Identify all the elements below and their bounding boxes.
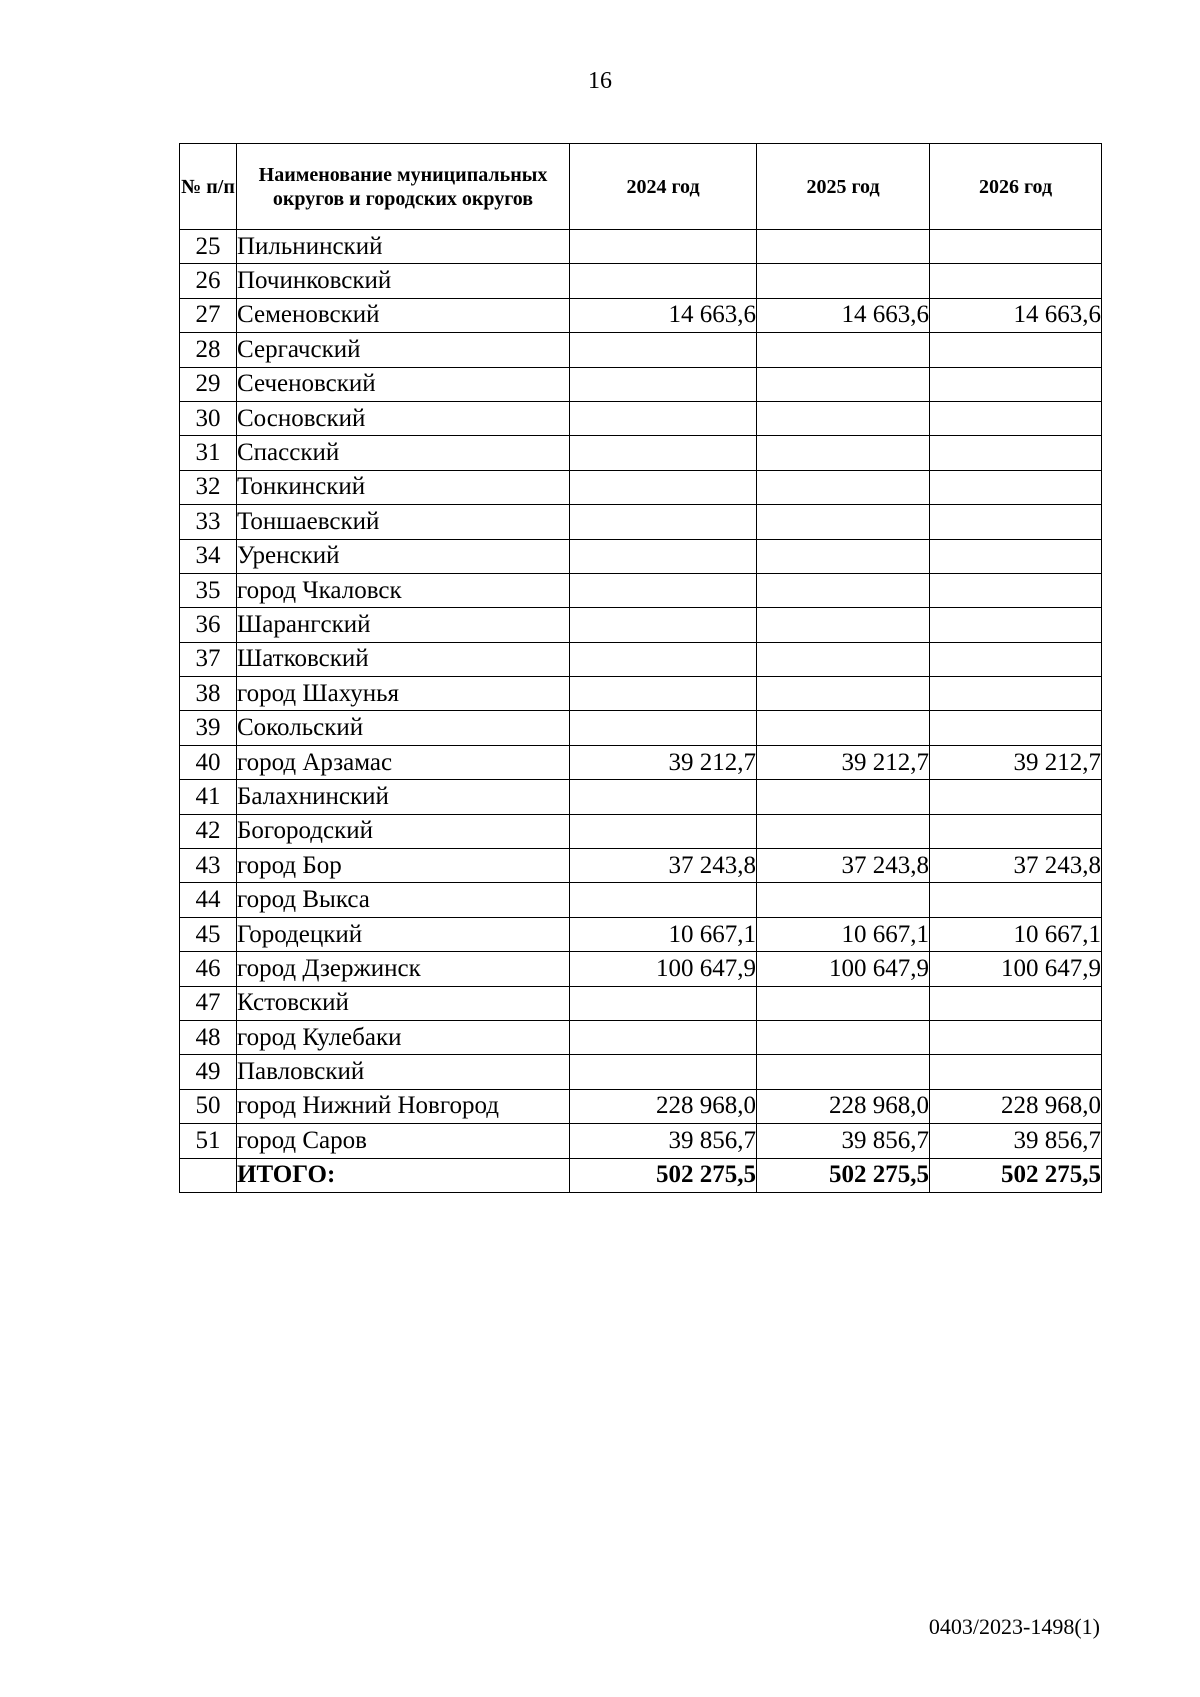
value-2024: 100 647,9 — [570, 952, 757, 986]
table-row — [180, 333, 1102, 367]
table-row — [180, 436, 1102, 470]
header-2026: 2026 год — [930, 144, 1102, 230]
value-2024 — [570, 677, 757, 711]
total-row — [180, 1158, 1102, 1192]
value-2026 — [930, 333, 1102, 367]
table-header-row — [180, 144, 1102, 230]
district-name: Сокольский — [237, 711, 570, 745]
value-2025 — [757, 264, 930, 298]
value-2025: 10 667,1 — [757, 917, 930, 951]
row-number: 32 — [180, 470, 237, 504]
table-row — [180, 1089, 1102, 1123]
row-number: 27 — [180, 298, 237, 332]
value-2025 — [757, 401, 930, 435]
table-row — [180, 470, 1102, 504]
district-name: Пильнинский — [237, 230, 570, 264]
value-2025 — [757, 367, 930, 401]
value-2025 — [757, 333, 930, 367]
value-2026: 228 968,0 — [930, 1089, 1102, 1123]
value-2024 — [570, 333, 757, 367]
row-number: 44 — [180, 883, 237, 917]
row-number: 41 — [180, 780, 237, 814]
value-2026: 37 243,8 — [930, 849, 1102, 883]
total-2025: 502 275,5 — [757, 1158, 930, 1192]
table-row — [180, 677, 1102, 711]
value-2024: 39 856,7 — [570, 1124, 757, 1158]
value-2024: 228 968,0 — [570, 1089, 757, 1123]
total-2026: 502 275,5 — [930, 1158, 1102, 1192]
value-2026 — [930, 1020, 1102, 1054]
district-name: Павловский — [237, 1055, 570, 1089]
value-2026 — [930, 608, 1102, 642]
value-2025 — [757, 677, 930, 711]
value-2024: 39 212,7 — [570, 745, 757, 779]
value-2025 — [757, 608, 930, 642]
value-2025 — [757, 1055, 930, 1089]
value-2025 — [757, 505, 930, 539]
value-2025 — [757, 1020, 930, 1054]
district-name: Сеченовский — [237, 367, 570, 401]
district-name: город Кулебаки — [237, 1020, 570, 1054]
value-2026 — [930, 470, 1102, 504]
total-label: ИТОГО: — [237, 1158, 570, 1192]
value-2025: 100 647,9 — [757, 952, 930, 986]
table-row — [180, 986, 1102, 1020]
table-row — [180, 917, 1102, 951]
value-2026: 100 647,9 — [930, 952, 1102, 986]
row-number: 48 — [180, 1020, 237, 1054]
table-row — [180, 367, 1102, 401]
value-2026: 39 212,7 — [930, 745, 1102, 779]
value-2024 — [570, 436, 757, 470]
table-row — [180, 711, 1102, 745]
row-number: 36 — [180, 608, 237, 642]
row-number: 50 — [180, 1089, 237, 1123]
document-code: 0403/2023-1498(1) — [928, 1614, 1100, 1639]
district-name: Починковский — [237, 264, 570, 298]
district-name: Спасский — [237, 436, 570, 470]
table-row — [180, 505, 1102, 539]
row-number: 33 — [180, 505, 237, 539]
value-2024 — [570, 780, 757, 814]
district-name: Уренский — [237, 539, 570, 573]
value-2026 — [930, 367, 1102, 401]
value-2026 — [930, 677, 1102, 711]
page-number: 16 — [588, 68, 612, 94]
table-row — [180, 401, 1102, 435]
value-2024 — [570, 986, 757, 1020]
table-row — [180, 745, 1102, 779]
table-row — [180, 298, 1102, 332]
value-2026 — [930, 539, 1102, 573]
value-2025 — [757, 986, 930, 1020]
value-2024 — [570, 401, 757, 435]
district-name: город Бор — [237, 849, 570, 883]
district-name: Тонкинский — [237, 470, 570, 504]
value-2024 — [570, 1020, 757, 1054]
value-2024: 10 667,1 — [570, 917, 757, 951]
table-row — [180, 539, 1102, 573]
table-row — [180, 642, 1102, 676]
table-row — [180, 1055, 1102, 1089]
row-number: 43 — [180, 849, 237, 883]
table-row — [180, 952, 1102, 986]
value-2026: 14 663,6 — [930, 298, 1102, 332]
value-2024 — [570, 1055, 757, 1089]
district-name: Шатковский — [237, 642, 570, 676]
value-2024 — [570, 608, 757, 642]
value-2024 — [570, 470, 757, 504]
value-2025 — [757, 436, 930, 470]
row-number: 34 — [180, 539, 237, 573]
value-2026 — [930, 230, 1102, 264]
value-2026 — [930, 264, 1102, 298]
value-2026 — [930, 436, 1102, 470]
value-2026 — [930, 780, 1102, 814]
value-2025 — [757, 642, 930, 676]
row-number: 35 — [180, 573, 237, 607]
value-2024 — [570, 264, 757, 298]
table-row — [180, 883, 1102, 917]
table-row — [180, 1124, 1102, 1158]
district-name: Богородский — [237, 814, 570, 848]
value-2026: 39 856,7 — [930, 1124, 1102, 1158]
district-name: город Чкаловск — [237, 573, 570, 607]
value-2026 — [930, 505, 1102, 539]
value-2026 — [930, 814, 1102, 848]
value-2024 — [570, 230, 757, 264]
value-2025 — [757, 814, 930, 848]
table-body — [180, 230, 1102, 1193]
row-number: 38 — [180, 677, 237, 711]
row-number: 31 — [180, 436, 237, 470]
district-name: город Саров — [237, 1124, 570, 1158]
value-2026 — [930, 711, 1102, 745]
value-2025: 228 968,0 — [757, 1089, 930, 1123]
value-2026 — [930, 573, 1102, 607]
row-number: 51 — [180, 1124, 237, 1158]
district-name: Семеновский — [237, 298, 570, 332]
value-2026 — [930, 986, 1102, 1020]
total-number-cell — [180, 1158, 237, 1192]
value-2024 — [570, 539, 757, 573]
value-2024 — [570, 814, 757, 848]
district-name: город Арзамас — [237, 745, 570, 779]
table-row — [180, 264, 1102, 298]
value-2025 — [757, 711, 930, 745]
district-name: Городецкий — [237, 917, 570, 951]
row-number: 47 — [180, 986, 237, 1020]
district-name: Кстовский — [237, 986, 570, 1020]
district-name: город Шахунья — [237, 677, 570, 711]
value-2024: 37 243,8 — [570, 849, 757, 883]
district-name: Балахнинский — [237, 780, 570, 814]
value-2026 — [930, 642, 1102, 676]
value-2024 — [570, 883, 757, 917]
table-row — [180, 849, 1102, 883]
value-2026 — [930, 1055, 1102, 1089]
header-name: Наименование муниципальных округов и городских округов — [237, 144, 570, 230]
value-2024 — [570, 711, 757, 745]
row-number: 42 — [180, 814, 237, 848]
header-2024: 2024 год — [570, 144, 757, 230]
value-2025: 39 212,7 — [757, 745, 930, 779]
value-2026 — [930, 883, 1102, 917]
district-name: город Нижний Новгород — [237, 1089, 570, 1123]
row-number: 49 — [180, 1055, 237, 1089]
value-2024 — [570, 642, 757, 676]
row-number: 28 — [180, 333, 237, 367]
table-row — [180, 780, 1102, 814]
district-name: город Дзержинск — [237, 952, 570, 986]
value-2026 — [930, 401, 1102, 435]
district-name: Сосновский — [237, 401, 570, 435]
table-row — [180, 1020, 1102, 1054]
header-2025: 2025 год — [757, 144, 930, 230]
row-number: 29 — [180, 367, 237, 401]
value-2025: 14 663,6 — [757, 298, 930, 332]
value-2025 — [757, 539, 930, 573]
value-2024: 14 663,6 — [570, 298, 757, 332]
value-2025 — [757, 883, 930, 917]
district-name: Сергачский — [237, 333, 570, 367]
row-number: 40 — [180, 745, 237, 779]
value-2025: 37 243,8 — [757, 849, 930, 883]
table-row — [180, 608, 1102, 642]
table-row — [180, 573, 1102, 607]
value-2024 — [570, 505, 757, 539]
row-number: 25 — [180, 230, 237, 264]
row-number: 45 — [180, 917, 237, 951]
value-2025 — [757, 230, 930, 264]
district-name: Шарангский — [237, 608, 570, 642]
district-name: Тоншаевский — [237, 505, 570, 539]
row-number: 30 — [180, 401, 237, 435]
row-number: 46 — [180, 952, 237, 986]
value-2025 — [757, 470, 930, 504]
value-2025: 39 856,7 — [757, 1124, 930, 1158]
district-name: город Выкса — [237, 883, 570, 917]
table-row — [180, 230, 1102, 264]
row-number: 26 — [180, 264, 237, 298]
budget-table — [179, 143, 1102, 1193]
header-number: № п/п — [180, 144, 237, 230]
row-number: 39 — [180, 711, 237, 745]
value-2025 — [757, 780, 930, 814]
value-2025 — [757, 573, 930, 607]
value-2024 — [570, 367, 757, 401]
table-row — [180, 814, 1102, 848]
value-2024 — [570, 573, 757, 607]
total-2024: 502 275,5 — [570, 1158, 757, 1192]
value-2026: 10 667,1 — [930, 917, 1102, 951]
row-number: 37 — [180, 642, 237, 676]
